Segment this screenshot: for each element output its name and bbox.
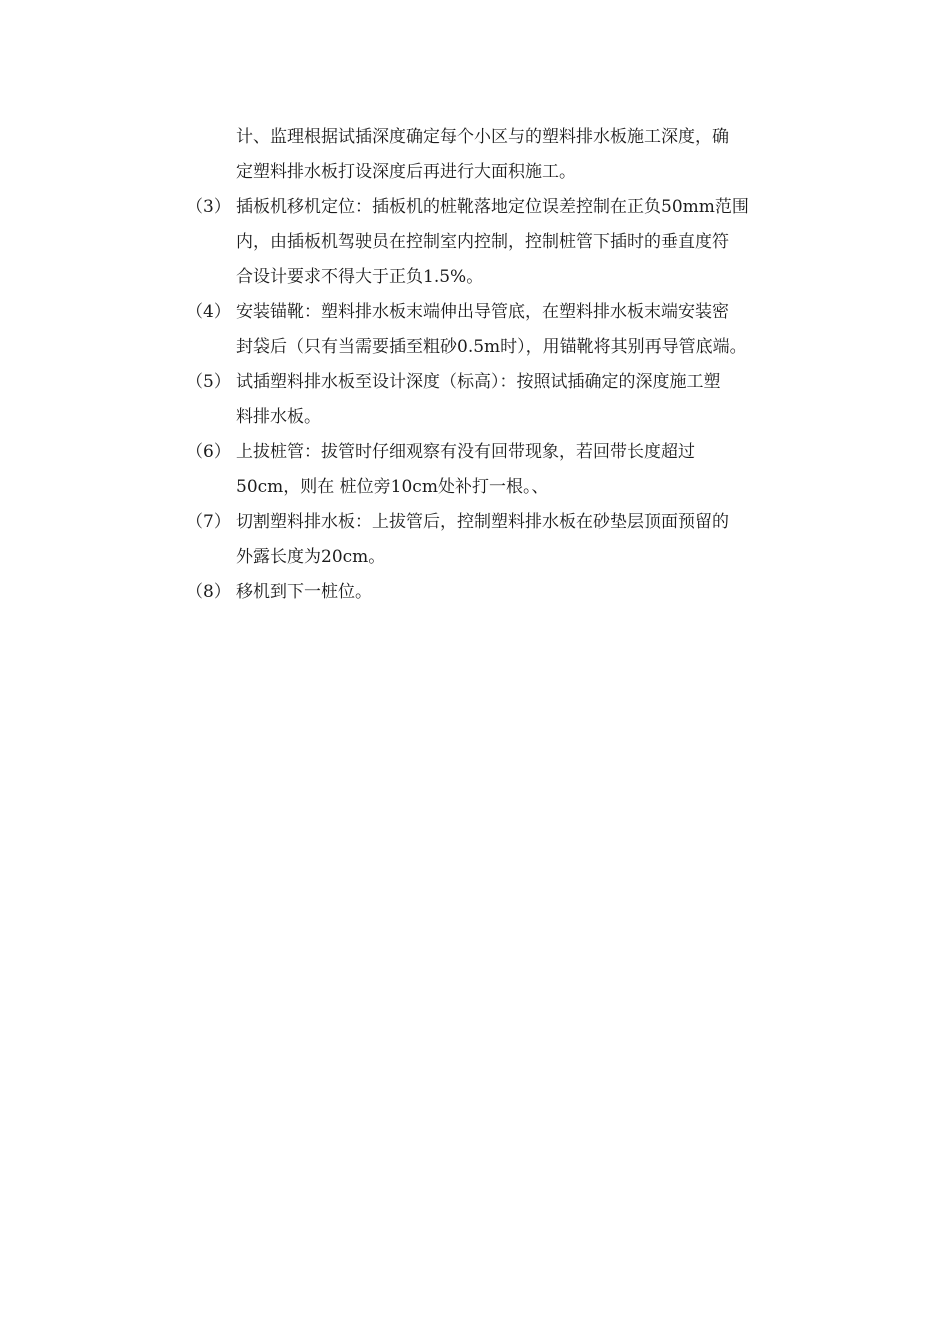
item-number: （4） — [186, 302, 231, 322]
document-body — [186, 120, 826, 610]
list-item — [186, 505, 826, 575]
item-text-line: 计、监理根据试插深度确定每个小区与的塑料排水板施工深度，确 — [236, 127, 729, 147]
item-number: （6） — [186, 442, 231, 462]
item-text-line: 封袋后（只有当需要插至粗砂0.5m时），用锚靴将其别再导管底端。 — [236, 337, 747, 357]
item-text-line: 内，由插板机驾驶员在控制室内控制，控制桩管下插时的垂直度符 — [236, 232, 729, 252]
list-item — [186, 295, 826, 365]
item-text-line: 移机到下一桩位。 — [236, 582, 372, 602]
item-text-line: 外露长度为20cm。 — [236, 547, 386, 567]
item-number: （7） — [186, 512, 231, 532]
list-item — [186, 365, 826, 435]
list-item — [186, 575, 826, 610]
item-text-line: 安装锚靴：塑料排水板末端伸出导管底，在塑料排水板末端安装密 — [236, 302, 729, 322]
list-item — [186, 120, 826, 190]
item-number: （5） — [186, 372, 231, 392]
item-text-line: 插板机移机定位：插板机的桩靴落地定位误差控制在正负50mm范围 — [236, 197, 749, 217]
item-text-line: 合设计要求不得大于正负1.5%。 — [236, 267, 484, 287]
item-text-line: 试插塑料排水板至设计深度（标高）：按照试插确定的深度施工塑 — [236, 372, 721, 392]
item-text-line: 上拔桩管：拔管时仔细观察有没有回带现象，若回带长度超过 — [236, 442, 695, 462]
list-item — [186, 190, 826, 295]
list-item — [186, 435, 826, 505]
item-text-line: 50cm，则在 桩位旁10cm处补打一根。、 — [236, 477, 549, 497]
item-number: （8） — [186, 582, 231, 602]
item-number: （3） — [186, 197, 231, 217]
item-text-line: 料排水板。 — [236, 407, 321, 427]
item-text-line: 切割塑料排水板：上拔管后，控制塑料排水板在砂垫层顶面预留的 — [236, 512, 729, 532]
item-text-line: 定塑料排水板打设深度后再进行大面积施工。 — [236, 162, 576, 182]
